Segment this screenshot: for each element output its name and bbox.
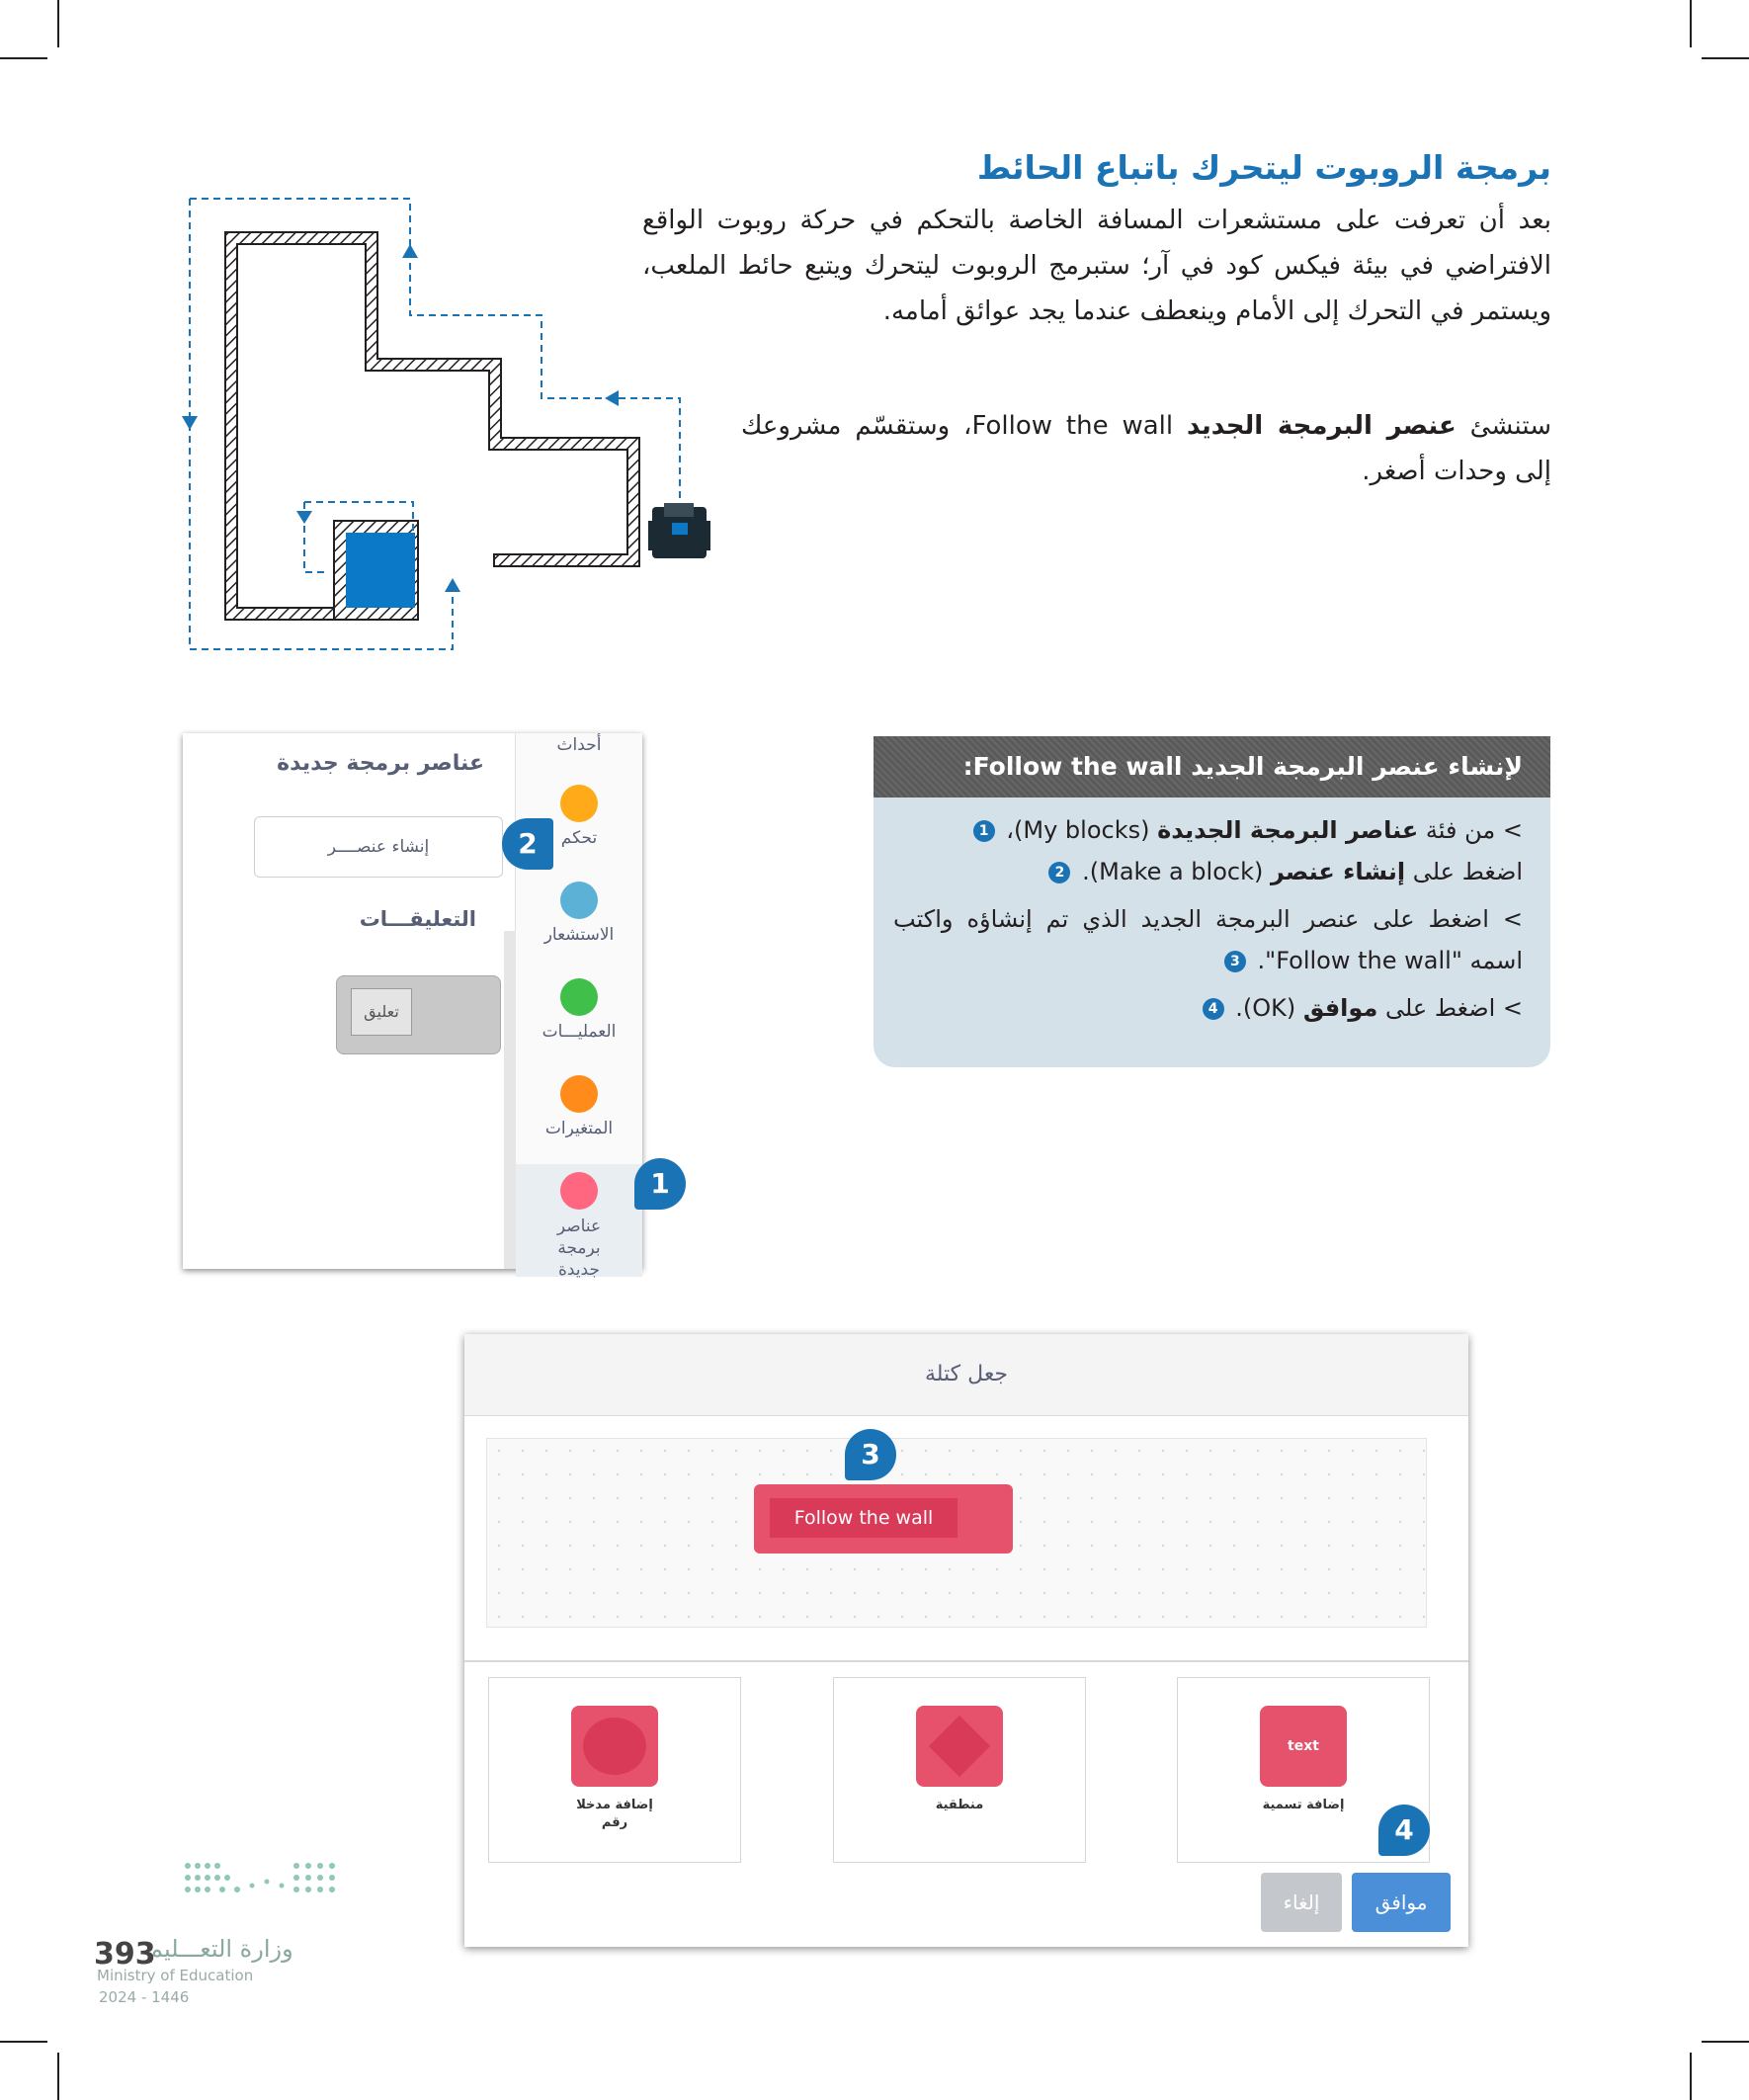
category-variables[interactable] <box>516 1075 642 1138</box>
arrow-up-icon <box>402 244 418 258</box>
comments-heading: التعليقـــات <box>359 907 476 931</box>
blocks-palette-panel <box>183 733 642 1280</box>
crop-mark <box>1690 2053 1692 2100</box>
crop-mark <box>57 0 59 47</box>
instruction-step <box>874 987 1550 1029</box>
add-number-input-option[interactable] <box>488 1677 741 1863</box>
option-label: منطقية <box>935 1798 984 1812</box>
arena-walls <box>225 232 639 620</box>
crop-mark <box>57 2053 59 2100</box>
category-dot-icon <box>560 882 598 919</box>
step-badge: 1 <box>973 820 995 842</box>
instruction-step <box>874 809 1550 892</box>
category-my-blocks[interactable] <box>516 1164 642 1280</box>
text-label-icon <box>1260 1706 1347 1787</box>
custom-block-preview[interactable] <box>754 1484 1013 1554</box>
category-label: الاستشعار <box>543 925 615 945</box>
cancel-button[interactable]: إلغاء <box>1261 1873 1342 1932</box>
step-bold: إنشاء عنصر <box>1270 858 1406 885</box>
text-label-icon-text: text <box>1288 1738 1319 1754</box>
step-text: اضغط على <box>1405 858 1523 885</box>
block-preview-workspace <box>486 1438 1427 1628</box>
comment-block-label: تعليق <box>351 988 412 1036</box>
category-label: أحداث <box>556 735 602 755</box>
category-dot-icon <box>560 1172 598 1210</box>
option-label: إضافة مدخلا رقم <box>576 1798 653 1830</box>
block-name-input[interactable]: Follow the wall <box>770 1498 958 1538</box>
category-sensing[interactable] <box>516 882 642 945</box>
obstacle-block <box>346 533 415 608</box>
category-label: العمليـــات <box>541 1022 617 1042</box>
step-bold: عناصر البرمجة الجديدة <box>1157 816 1419 844</box>
dialog-divider <box>464 1660 1468 1662</box>
instruction-step <box>874 898 1550 981</box>
callout-badge-2: 2 <box>502 818 553 870</box>
step-text: (My blocks)، <box>998 816 1158 844</box>
robot-icon <box>648 503 710 558</box>
ministry-name-en: Ministry of Education <box>97 1967 254 1984</box>
intro-paragraph: بعد أن تعرفت على مستشعرات المسافة الخاصة بالتحكم في حركة روبوت الواقع الافتراضي في بيئة فيكس كود في آر؛ ستبرمج الروبوت ليتحرك ويتبع حائط الملعب، ويستمر في التحرك إلى الأمام وينعطف عندما يجد عوائق أمامه. <box>642 206 1551 326</box>
step-marker: > <box>1488 905 1523 933</box>
category-label: عناصر برمجة جديدة <box>556 1217 602 1280</box>
callout-badge-4: 4 <box>1378 1805 1430 1856</box>
comment-block[interactable] <box>336 975 501 1054</box>
arrow-down-icon <box>296 511 312 524</box>
step-bold: موافق <box>1302 994 1378 1022</box>
ministry-name-ar: وزارة التعـــليم <box>148 1935 293 1963</box>
ok-button[interactable]: موافق <box>1352 1873 1451 1932</box>
instructions-title: لإنشاء عنصر البرمجة الجديد Follow the wall: <box>874 736 1550 798</box>
step-marker: > <box>1495 994 1523 1022</box>
step-text: اضغط على عنصر البرمجة الجديد الذي تم إنشاؤه واكتب اسمه "Follow the wall". <box>893 905 1523 974</box>
page-number: 393 <box>94 1937 156 1972</box>
category-events[interactable] <box>516 735 642 755</box>
section-heading: برمجة الروبوت ليتحرك باتباع الحائط <box>976 148 1551 187</box>
robot-path <box>190 199 680 649</box>
step-text: (OK). <box>1227 994 1303 1022</box>
make-block-dialog <box>464 1334 1468 1947</box>
callout-badge-3: 3 <box>845 1429 896 1480</box>
ministry-logo-icon <box>178 1858 356 1907</box>
category-dot-icon <box>560 785 598 822</box>
arrow-up-icon <box>445 578 460 592</box>
add-boolean-option[interactable] <box>833 1677 1086 1863</box>
category-operators[interactable] <box>516 978 642 1042</box>
step-marker: > <box>1495 816 1523 844</box>
category-column <box>515 733 642 1280</box>
step-badge: 2 <box>1048 862 1070 883</box>
crop-mark <box>0 57 47 59</box>
category-label: المتغيرات <box>544 1119 614 1138</box>
oval-input-icon <box>571 1706 658 1787</box>
crop-mark <box>0 2041 47 2043</box>
instructions-box <box>874 736 1550 1067</box>
block-paragraph-bold: عنصر البرمجة الجديد <box>1186 411 1457 441</box>
wall-follow-diagram <box>178 193 711 667</box>
make-block-button[interactable]: إنشاء عنصــــر <box>254 816 503 878</box>
palette-scrollbar[interactable] <box>504 931 516 1269</box>
step-badge: 4 <box>1203 998 1224 1020</box>
crop-mark <box>1690 0 1692 47</box>
palette-title: عناصر برمجة جديدة <box>277 751 484 776</box>
step-text: (Make a block). <box>1074 858 1271 885</box>
arrow-left-icon <box>605 390 619 406</box>
category-dot-icon <box>560 978 598 1016</box>
step-text: اضغط على <box>1377 994 1496 1022</box>
diamond-input-icon <box>916 1706 1003 1787</box>
arrow-down-icon <box>182 416 198 430</box>
dialog-title: جعل كتلة <box>464 1334 1468 1416</box>
step-badge: 3 <box>1224 951 1246 972</box>
block-paragraph-prefix: ستنشئ <box>1456 411 1552 441</box>
block-paragraph-suffix: Follow the wall، وستقسّم مشروعك إلى وحدات أصغر. <box>741 411 1551 486</box>
callout-badge-1: 1 <box>634 1158 686 1210</box>
edition-year: 2024 - 1446 <box>99 1988 190 2006</box>
block-paragraph <box>741 403 1551 494</box>
category-label: تحكم <box>560 828 598 848</box>
category-dot-icon <box>560 1075 598 1113</box>
crop-mark <box>1702 57 1749 59</box>
step-text: من فئة <box>1418 816 1496 844</box>
crop-mark <box>1702 2041 1749 2043</box>
option-label: إضافة تسمية <box>1262 1798 1345 1812</box>
